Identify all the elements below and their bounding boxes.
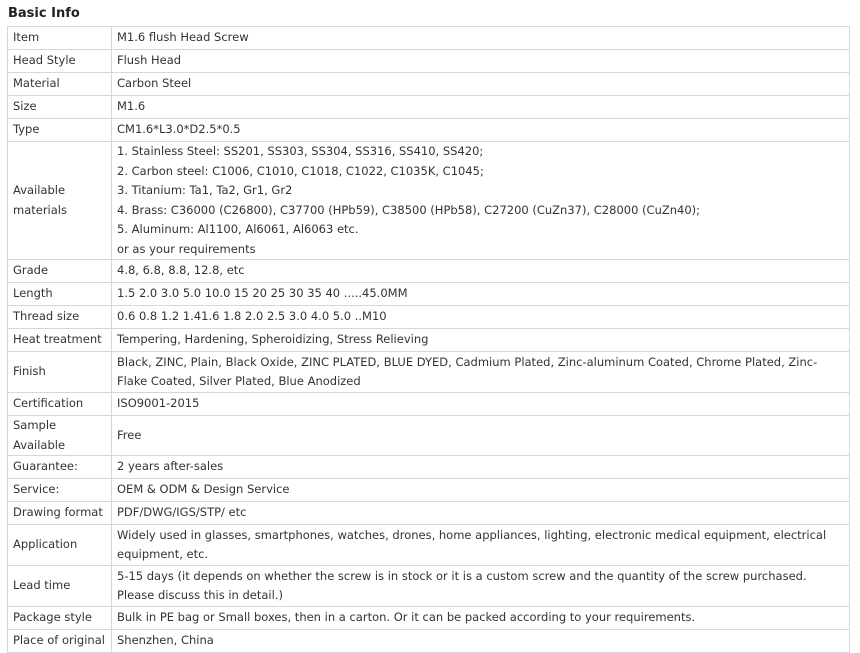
row-label: Finish [8,352,112,393]
row-value: 0.6 0.8 1.2 1.41.6 1.8 2.0 2.5 3.0 4.0 5.0 ..M10 [112,306,850,329]
material-line: 3. Titanium: Ta1, Ta2, Gr1, Gr2 [117,183,293,197]
table-row [8,329,850,352]
row-value: M1.6 [112,96,850,119]
section-title: Basic Info [8,6,80,21]
row-value: Bulk in PE bag or Small boxes, then in a carton. Or it can be packed according to your requirements. [112,607,850,630]
table-row [8,416,850,456]
row-label: Drawing format [8,502,112,525]
row-label: Place of original [8,630,112,653]
row-value: Tempering, Hardening, Spheroidizing, Stress Relieving [112,329,850,352]
row-value: 4.8, 6.8, 8.8, 12.8, etc [112,260,850,283]
row-label: Lead time [8,566,112,607]
row-label: Sample Available [8,416,112,456]
table-row [8,283,850,306]
row-label: Application [8,525,112,566]
table-row [8,630,850,653]
table-row [8,607,850,630]
table-row [8,27,850,50]
table-row [8,566,850,607]
row-value: 2 years after-sales [112,456,850,479]
table-row [8,119,850,142]
material-line: 2. Carbon steel: C1006, C1010, C1018, C1022, C1035K, C1045; [117,163,484,178]
table-row [8,306,850,329]
row-label: Package style [8,607,112,630]
row-label: Available materials [8,142,112,260]
row-value: M1.6 flush Head Screw [112,27,850,50]
table-row [8,73,850,96]
table-row [8,525,850,566]
table-row [8,96,850,119]
row-value: Widely used in glasses, smartphones, watches, drones, home appliances, lighting, electronic medical equipment, electrical equipment, etc. [112,525,850,566]
row-value: Shenzhen, China [112,630,850,653]
material-line: or as your requirements [117,241,256,256]
table-row [8,352,850,393]
row-value: 5-15 days (it depends on whether the screw is in stock or it is a custom screw and the quantity of the screw purchased. Please discuss this in detail.) [112,566,850,607]
row-label: Material [8,73,112,96]
table-row [8,260,850,283]
row-value: ISO9001-2015 [112,393,850,416]
row-label: Certification [8,393,112,416]
row-value: Free [112,416,850,456]
table-row [8,456,850,479]
material-line: 5. Aluminum: Al1100, Al6061, Al6063 etc. [117,222,359,236]
row-value: OEM & ODM & Design Service [112,479,850,502]
material-line: 4. Brass: C36000 (C26800), C37700 (HPb59), C38500 (HPb58), C27200 (CuZn37), C28000 (CuZn40); [117,202,701,217]
row-label: Heat treatment [8,329,112,352]
row-value: 1.5 2.0 3.0 5.0 10.0 15 20 25 30 35 40 .....45.0MM [112,283,850,306]
table-row [8,502,850,525]
spec-table [7,26,850,653]
material-line: 1. Stainless Steel: SS201, SS303, SS304, SS316, SS410, SS420; [117,144,484,158]
table-row [8,50,850,73]
row-label: Type [8,119,112,142]
table-row [8,393,850,416]
row-value: PDF/DWG/IGS/STP/ etc [112,502,850,525]
row-label: Head Style [8,50,112,73]
table-row [8,479,850,502]
row-label: Item [8,27,112,50]
row-value: CM1.6*L3.0*D2.5*0.5 [112,119,850,142]
row-label: Grade [8,260,112,283]
row-value: Carbon Steel [112,73,850,96]
row-value: Black, ZINC, Plain, Black Oxide, ZINC PLATED, BLUE DYED, Cadmium Plated, Zinc-aluminum Coated, Chrome Plated, Zinc-Flake Coated, Silver Plated, Blue Anodized [112,352,850,393]
row-label: Size [8,96,112,119]
row-value: Flush Head [112,50,850,73]
table-row [8,142,850,260]
row-label: Guarantee: [8,456,112,479]
row-label: Service: [8,479,112,502]
row-value-multiline [112,142,850,260]
row-label: Length [8,283,112,306]
row-label: Thread size [8,306,112,329]
